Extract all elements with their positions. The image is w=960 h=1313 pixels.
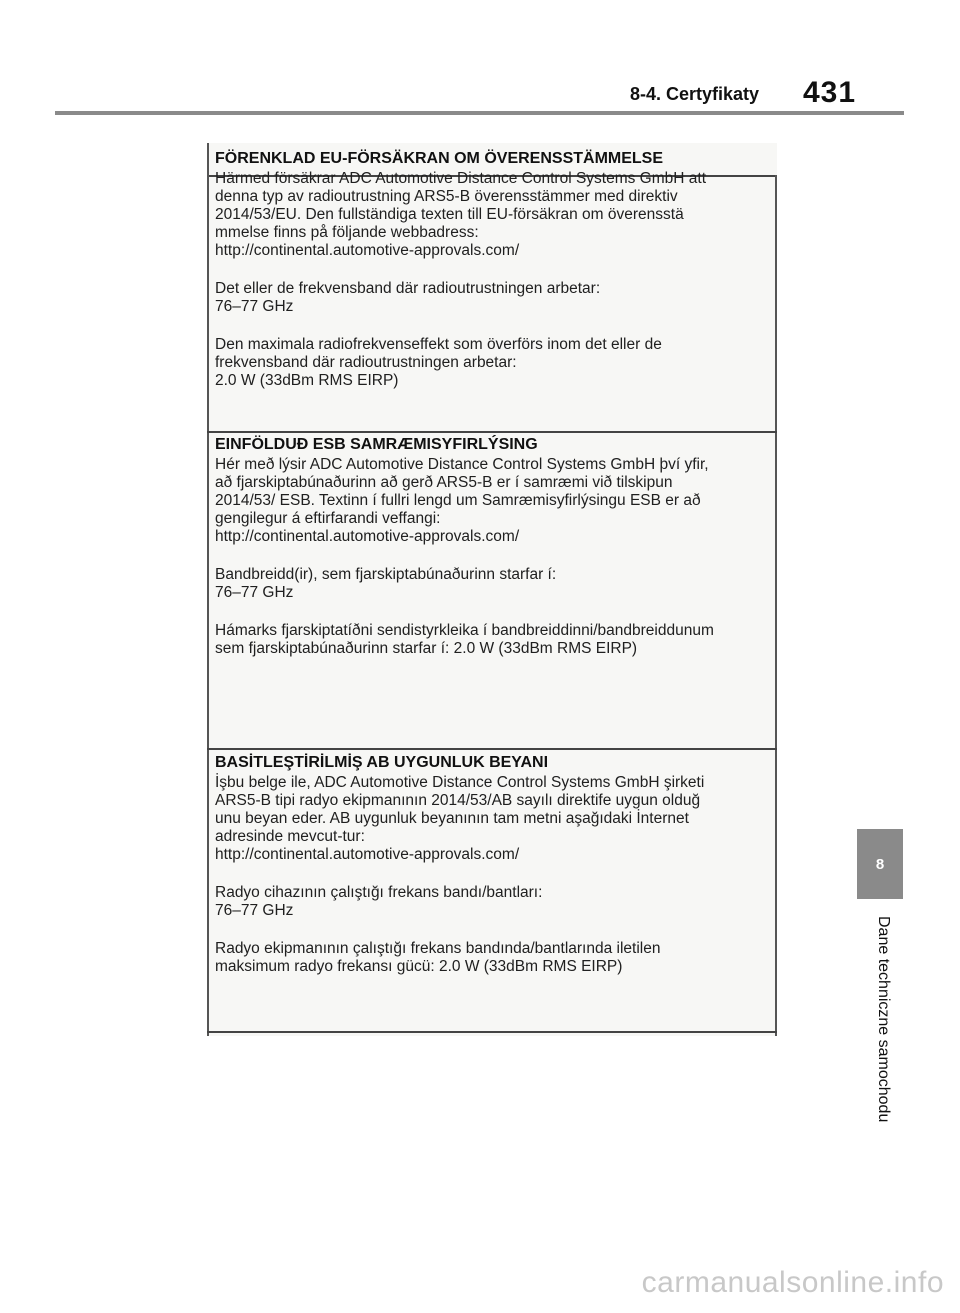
frequency-band-text: Det eller de frekvensband där radioutrustningen arbetar: 76–77 GHz [215,280,601,315]
scan-border-right [775,175,777,1036]
declaration-text: Härmed försäkrar ADC Automotive Distance Control Systems GmbH att denna typ av radioutrustning ARS5-B överensstämmer med direktiv 2014/53/EU. Den fullständiga texten till EU-försäkran om överensstä mmelse finns på följande webbadress: http://continental.automotive-approvals.com/ [215,170,706,259]
declaration-heading: FÖRENKLAD EU-FÖRSÄKRAN OM ÖVERENSSTÄMMELSE [215,150,664,167]
scan-border-left [207,143,209,1036]
max-power-text: Radyo ekipmanının çalıştığı frekans bandında/bantlarında iletilen maksimum radyo frekansı gücü: 2.0 W (33dBm RMS EIRP) [215,940,661,975]
chapter-tab: 8 [857,829,903,899]
declaration-text: Hér með lýsir ADC Automotive Distance Control Systems GmbH því yfir, að fjarskiptabúnaðurinn að gerð ARS5-B er í samræmi við tilskipun 2014/53/ ESB. Textinn í fullri lengd um Samræmisyfirlýsingu ESB er að gengilegur á eftirfarandi veffangi: http://continental.automotive-approvals.com/ [215,456,709,545]
max-power-text: Hámarks fjarskiptatíðni sendistyrkleika í bandbreiddinni/bandbreiddunum sem fjarskiptabúnaðurinn starfar í: 2.0 W (33dBm RMS EIRP) [215,622,714,657]
declaration-turkish [215,754,775,976]
scan-bottom-rule [207,1031,777,1033]
chapter-label: Dane techniczne samochodu [875,916,892,1123]
frequency-band-text: Radyo cihazının çalıştığı frekans bandı/bantları: 76–77 GHz [215,884,543,919]
watermark: carmanualsonline.info [641,1266,944,1299]
declaration-text: İşbu belge ile, ADC Automotive Distance Control Systems GmbH şirketi ARS5-B tipi radyo ekipmanının 2014/53/AB sayılı direktife uygun olduğ unu beyan eder. AB uygunluk beyanının tam metni aşağıdaki İnternet adresinde mevcut-tur: http://continental.automotive-approvals.com/ [215,774,705,863]
declaration-heading: BASİTLEŞTİRİLMİŞ AB UYGUNLUK BEYANI [215,754,549,771]
section-title: 8-4. Certyfikaty [630,84,760,104]
max-power-text: Den maximala radiofrekvenseffekt som överförs inom det eller de frekvensband där radioutrustningen arbetar: 2.0 W (33dBm RMS EIRP) [215,336,662,389]
declaration-heading: EINFÖLDUÐ ESB SAMRÆMISYFIRLÝSING [215,436,538,453]
header-rule [55,111,904,115]
section-divider [207,431,777,433]
section-divider [207,748,777,750]
frequency-band-text: Bandbreidd(ir), sem fjarskiptabúnaðurinn starfar í: 76–77 GHz [215,566,557,601]
declaration-icelandic [215,436,775,658]
page-number: 431 [803,76,857,109]
declaration-swedish [215,150,775,390]
